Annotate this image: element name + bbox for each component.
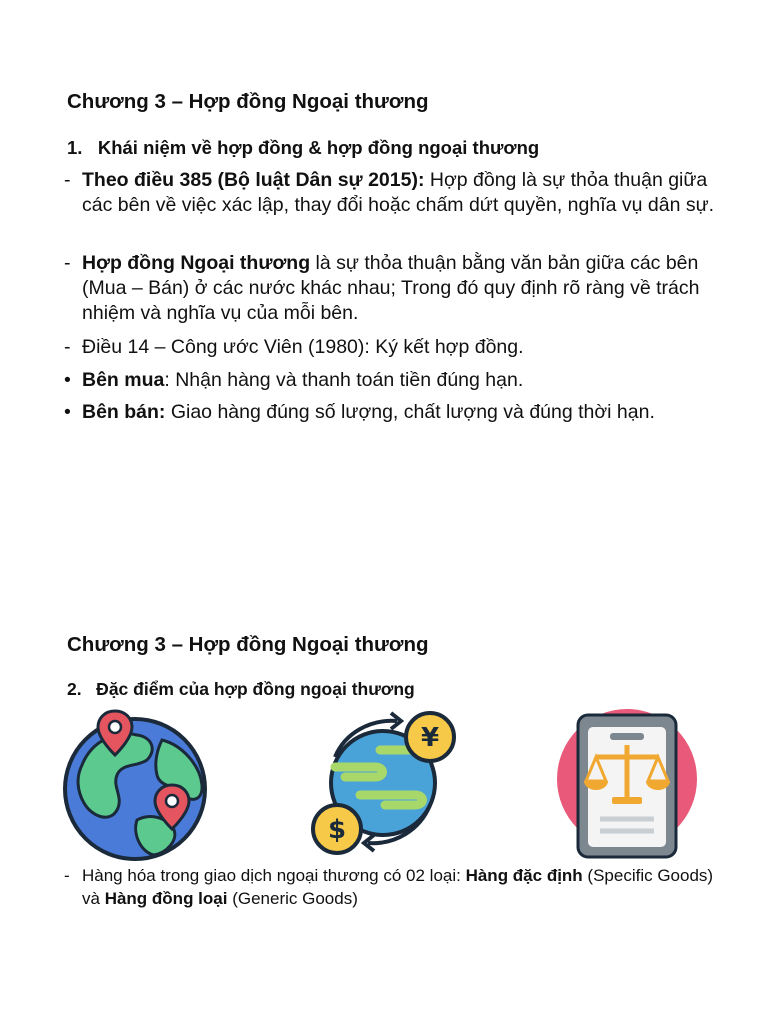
item-text: : Nhận hàng và thanh toán tiền đúng hạn. <box>164 369 524 391</box>
list-item <box>64 368 724 393</box>
item-marker: - <box>64 336 71 358</box>
item-bold-text: Bên mua <box>82 369 165 391</box>
section1-title: Chương 3 – Hợp đồng Ngoại thương <box>67 90 429 113</box>
svg-text:$: $ <box>327 815 347 845</box>
legal-document-scale-icon <box>552 705 702 861</box>
item-text: Giao hàng đúng số lượng, chất lượng và đúng thời hạn. <box>165 401 655 423</box>
list-item <box>64 251 724 326</box>
section2-title: Chương 3 – Hợp đồng Ngoại thương <box>67 633 429 656</box>
section1-heading: 1. Khái niệm về hợp đồng & hợp đồng ngoại thương <box>67 137 540 158</box>
item-bold-text: Theo điều 385 (Bộ luật Dân sự 2015): <box>82 169 425 191</box>
item-marker: • <box>64 369 71 391</box>
item-text: Hàng hóa trong giao dịch ngoại thương có 02 loại: <box>82 866 466 885</box>
list-item <box>64 864 724 910</box>
item-bold-text: Hợp đồng Ngoại thương <box>82 252 311 274</box>
item-marker: - <box>64 866 70 885</box>
currency-exchange-icon <box>305 705 460 861</box>
item-text: Điều 14 – Công ước Viên (1980): Ký kết hợp đồng. <box>82 336 524 358</box>
list-item <box>64 335 724 360</box>
globe-location-icon <box>62 705 212 861</box>
item-bold-text: Bên bán: <box>82 401 166 423</box>
section2-heading: 2. Đặc điểm của hợp đồng ngoại thương <box>67 679 415 699</box>
item-text: (Specific Goods) và <box>82 866 714 908</box>
list-item <box>64 168 724 218</box>
list-item <box>64 400 724 425</box>
item-marker: - <box>64 252 71 274</box>
item-marker: - <box>64 169 71 191</box>
item-text: Hợp đồng là sự thỏa thuận giữa các bên về việc xác lập, thay đổi hoặc chấm dứt quyền, nghĩa vụ dân sự. <box>82 169 715 216</box>
svg-text:¥: ¥ <box>420 723 440 753</box>
item-marker: • <box>64 401 71 423</box>
item-bold-text: Hàng đặc định <box>465 866 583 885</box>
item-text: là sự thỏa thuận bằng văn bản giữa các bên (Mua – Bán) ở các nước khác nhau; Trong đó quy định rõ ràng về trách nhiệm và nghĩa vụ của mỗi bên. <box>82 252 700 324</box>
item-bold-text: Hàng đồng loại <box>104 889 228 908</box>
item-text: (Generic Goods) <box>227 889 358 908</box>
